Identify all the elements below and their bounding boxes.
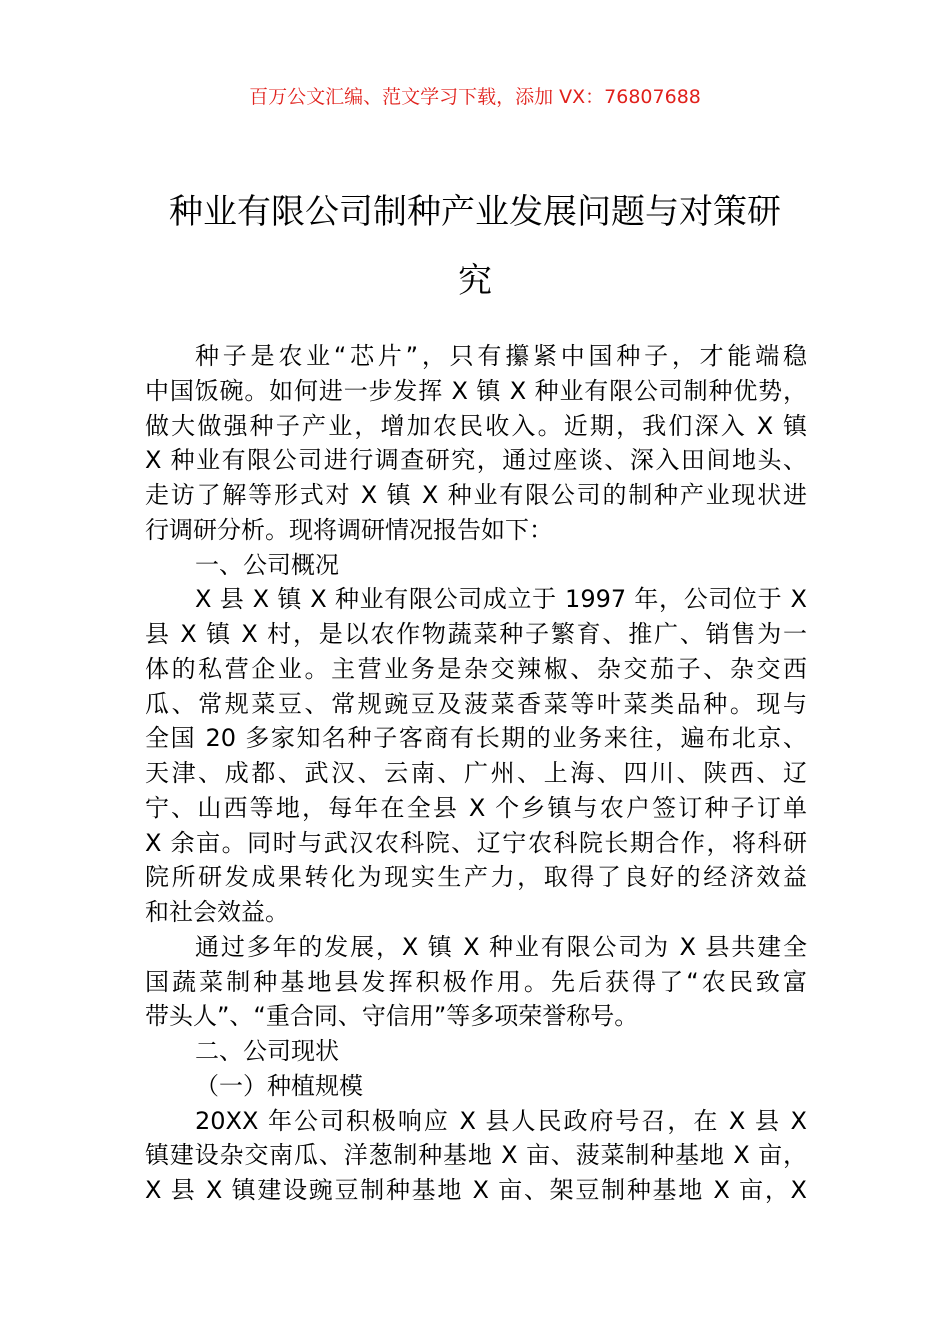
paragraph-line: X 县 X 镇建设豌豆制种基地 X 亩、架豆制种基地 X 亩，X xyxy=(145,1176,807,1204)
paragraph-line: 带头人”、“重合同、守信用”等多项荣誉称号。 xyxy=(145,1002,639,1031)
paragraph-line: X 种业有限公司进行调查研究，通过座谈、深入田间地头、 xyxy=(145,446,807,475)
document-title xyxy=(120,178,830,316)
paragraph-line: 县 X 镇 X 村，是以农作物蔬菜种子繁育、推广、销售为一 xyxy=(145,620,807,648)
paragraph xyxy=(145,548,807,583)
paragraph-line: 宁、山西等地，每年在全县 X 个乡镇与农户签订种子订单 xyxy=(145,793,807,822)
paragraph-line: 走访了解等形式对 X 镇 X 种业有限公司的制种产业现状进 xyxy=(145,481,807,509)
paragraph-line: 体的私营企业。主营业务是杂交辣椒、杂交茄子、杂交西 xyxy=(145,654,807,683)
watermark-header: 百万公文汇编、范文学习下载，添加 VX：76807688 xyxy=(249,86,701,108)
paragraph-line: 种子是农业“芯片”，只有攥紧中国种子，才能端稳 xyxy=(195,342,807,370)
title-line: 种业有限公司制种产业发展问题与对策研 xyxy=(169,192,781,232)
paragraph-line: 中国饭碗。如何进一步发挥 X 镇 X 种业有限公司制种优势， xyxy=(145,376,807,405)
paragraph-line: 瓜、常规菜豆、常规豌豆及菠菜香菜等叶菜类品种。现与 xyxy=(145,689,807,718)
paragraph-line: 行调研分析。现将调研情况报告如下： xyxy=(145,515,553,544)
paragraph-line: 二、公司现状 xyxy=(195,1037,339,1065)
paragraph-line: 天津、成都、武汉、云南、广州、上海、四川、陕西、辽 xyxy=(145,759,807,787)
paragraph-line: 一、公司概况 xyxy=(195,550,339,579)
paragraph-line: 通过多年的发展，X 镇 X 种业有限公司为 X 县共建全 xyxy=(195,932,807,961)
paragraph-line: 和社会效益。 xyxy=(145,898,289,926)
paragraph xyxy=(145,1034,807,1069)
paragraph xyxy=(145,582,807,930)
document-body xyxy=(145,339,807,1208)
paragraph-line: 全国 20 多家知名种子客商有长期的业务来往，遍布北京、 xyxy=(145,724,807,753)
paragraph xyxy=(145,1104,807,1208)
paragraph xyxy=(145,930,807,1034)
paragraph-line: X 县 X 镇 X 种业有限公司成立于 1997 年，公司位于 X xyxy=(195,585,807,614)
paragraph-line: 国蔬菜制种基地县发挥积极作用。先后获得了“农民致富 xyxy=(145,967,807,996)
paragraph-line: 做大做强种子产业，增加农民收入。近期，我们深入 X 镇 xyxy=(145,411,807,440)
paragraph-line: X 余亩。同时与武汉农科院、辽宁农科院长期合作，将科研 xyxy=(145,828,807,857)
paragraph-line: 镇建设杂交南瓜、洋葱制种基地 X 亩、菠菜制种基地 X 亩， xyxy=(145,1141,807,1170)
paragraph xyxy=(145,339,807,548)
paragraph xyxy=(145,1069,807,1104)
paragraph-line: 20XX 年公司积极响应 X 县人民政府号召，在 X 县 X xyxy=(195,1106,807,1135)
paragraph-line: 院所研发成果转化为现实生产力，取得了良好的经济效益 xyxy=(145,863,807,892)
paragraph-line: （一）种植规模 xyxy=(195,1071,363,1100)
title-line: 究 xyxy=(458,261,492,301)
